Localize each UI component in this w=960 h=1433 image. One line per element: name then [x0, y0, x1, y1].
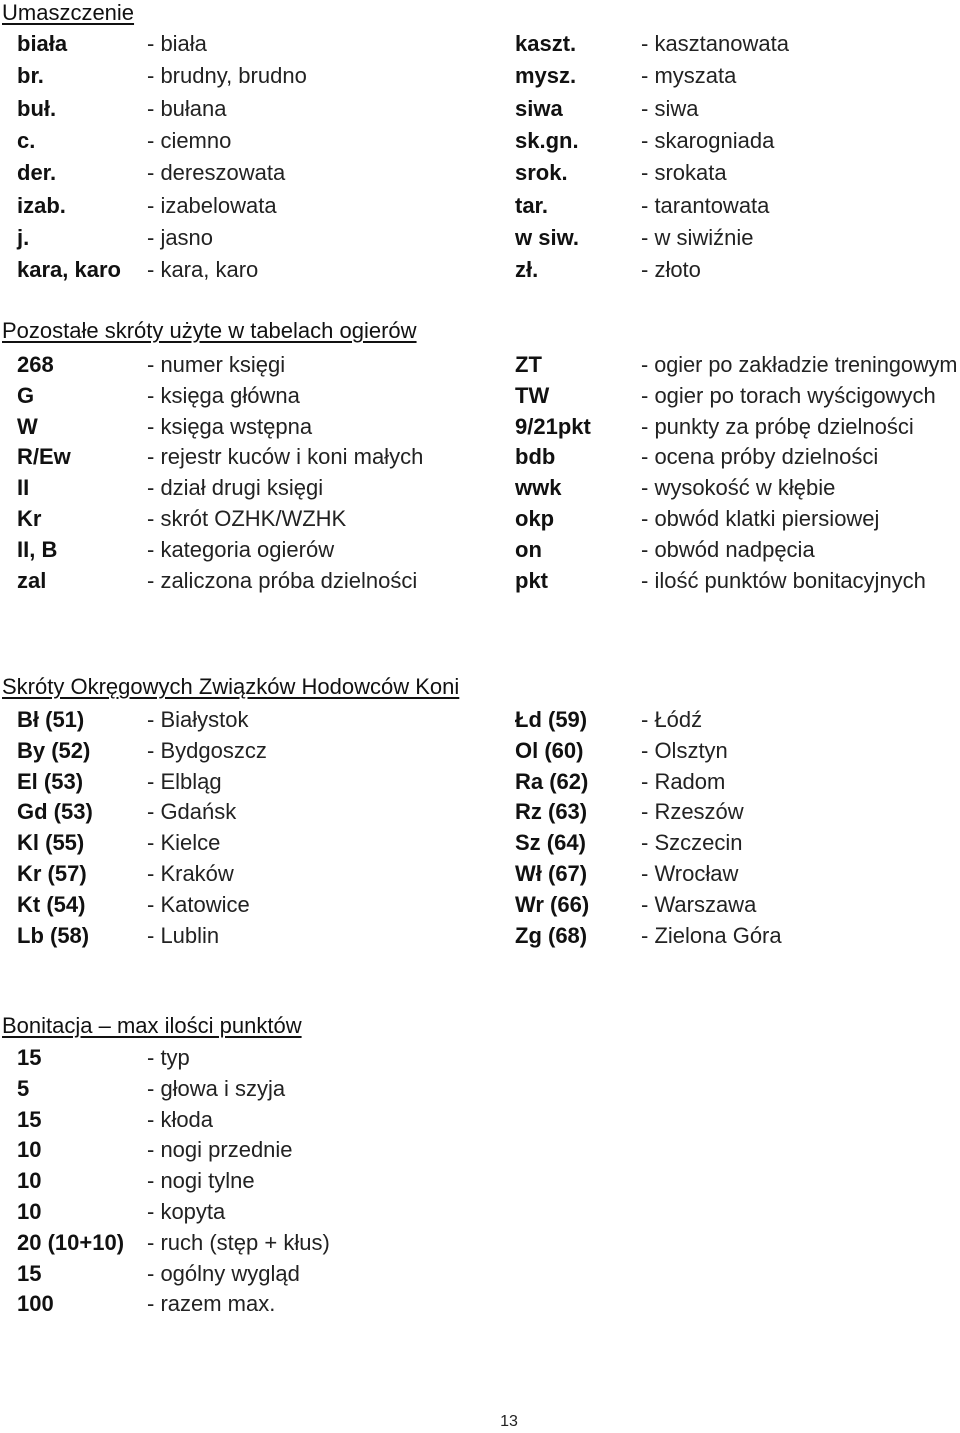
- abbreviation-code: G: [17, 382, 35, 408]
- abbreviation-code: 20 (10+10): [17, 1229, 125, 1255]
- abbreviation-code: Rz (63): [515, 799, 588, 825]
- abbreviation-meaning: - srokata: [641, 160, 727, 186]
- abbreviation-meaning: - Gdańsk: [147, 799, 237, 825]
- abbreviation-meaning: - księga główna: [147, 382, 300, 408]
- table-row: [0, 60, 960, 92]
- abbreviation-meaning: - typ: [147, 1045, 190, 1070]
- table-row: [0, 28, 960, 60]
- abbreviation-code: Kr (57): [17, 861, 87, 886]
- abbreviation-code: Gd (53): [17, 799, 93, 825]
- abbreviation-code: 10: [17, 1137, 42, 1163]
- abbreviation-meaning: - Kielce: [147, 830, 221, 856]
- abbreviation-meaning: - kopyta: [147, 1199, 226, 1224]
- abbreviation-meaning: - Wrocław: [641, 861, 739, 886]
- section-heading: Umaszczenie: [2, 0, 135, 25]
- abbreviation-meaning: - ruch (stęp + kłus): [147, 1229, 330, 1255]
- table-row: [0, 441, 960, 472]
- abbreviation-code: Wł (67): [515, 861, 588, 886]
- abbreviation-meaning: - punkty za próbę dzielności: [641, 413, 914, 439]
- abbreviation-code: Zg (68): [515, 922, 588, 948]
- table-row: [0, 858, 960, 889]
- abbreviation-code: ZT: [515, 352, 542, 377]
- table-row: [0, 1042, 960, 1073]
- table-row: [0, 1227, 960, 1258]
- table-row: [0, 472, 960, 503]
- abbreviation-code: j.: [17, 224, 30, 250]
- abbreviation-meaning: - kasztanowata: [641, 31, 789, 56]
- abbreviation-code: sk.gn.: [515, 127, 579, 153]
- table-row: [0, 1073, 960, 1104]
- table-row: [0, 1258, 960, 1289]
- abbreviation-meaning: - Bydgoszcz: [147, 737, 267, 763]
- abbreviation-meaning: - obwód klatki piersiowej: [641, 506, 880, 531]
- abbreviation-code: Sz (64): [515, 830, 586, 856]
- abbreviation-code: biała: [17, 31, 68, 56]
- table-row: [0, 190, 960, 222]
- abbreviation-meaning: - kłoda: [147, 1106, 214, 1132]
- abbreviation-code: kara, karo: [17, 257, 121, 283]
- abbreviation-meaning: - Kraków: [147, 861, 234, 886]
- abbreviation-meaning: - brudny, brudno: [147, 63, 307, 89]
- abbreviation-code: II, B: [17, 536, 58, 562]
- abbreviation-meaning: - złoto: [641, 257, 701, 283]
- abbreviation-code: der.: [17, 160, 57, 186]
- table-row: [0, 1165, 960, 1196]
- abbreviation-meaning: - jasno: [147, 224, 214, 250]
- abbreviation-code: Kl (55): [17, 830, 85, 856]
- abbreviation-code: II: [17, 475, 30, 501]
- section-heading: Bonitacja – max ilości punktów: [2, 1013, 302, 1038]
- abbreviation-code: c.: [17, 127, 36, 153]
- abbreviation-meaning: - ogólny wygląd: [147, 1260, 300, 1286]
- abbreviation-meaning: - Łódź: [641, 707, 703, 732]
- table-row: [0, 735, 960, 766]
- abbreviation-meaning: - Olsztyn: [641, 737, 728, 763]
- table-row: [0, 704, 960, 735]
- abbreviation-code: 268: [17, 352, 54, 377]
- abbreviation-meaning: - obwód nadpęcia: [641, 536, 815, 562]
- abbreviation-code: izab.: [17, 192, 66, 218]
- abbreviation-code: 100: [17, 1291, 54, 1317]
- abbreviation-code: siwa: [515, 95, 563, 121]
- abbreviation-meaning: - Szczecin: [641, 830, 743, 856]
- abbreviation-code: Bł (51): [17, 707, 85, 732]
- table-row: [0, 1196, 960, 1227]
- abbreviation-meaning: - tarantowata: [641, 192, 770, 218]
- table-row: [0, 565, 960, 596]
- table-row: [0, 920, 960, 951]
- abbreviation-code: okp: [515, 506, 555, 531]
- abbreviation-code: Wr (66): [515, 891, 590, 917]
- table-row: [0, 254, 960, 286]
- abbreviation-meaning: - ciemno: [147, 127, 232, 153]
- abbreviation-meaning: - nogi przednie: [147, 1137, 293, 1163]
- abbreviation-meaning: - głowa i szyja: [147, 1075, 286, 1101]
- section-heading: Pozostałe skróty użyte w tabelach ogierów: [2, 318, 417, 343]
- table-row: [0, 349, 960, 380]
- abbreviation-meaning: - bułana: [147, 95, 227, 121]
- abbreviation-code: buł.: [17, 95, 57, 121]
- table-row: [0, 796, 960, 827]
- table-row: [0, 125, 960, 157]
- abbreviation-code: Ol (60): [515, 737, 584, 763]
- table-row: [0, 93, 960, 125]
- abbreviation-meaning: - kategoria ogierów: [147, 536, 335, 562]
- abbreviation-meaning: - Radom: [641, 768, 726, 794]
- abbreviation-meaning: - księga wstępna: [147, 413, 313, 439]
- abbreviation-code: By (52): [17, 737, 91, 763]
- table-row: [0, 222, 960, 254]
- abbreviation-meaning: - dereszowata: [147, 160, 286, 186]
- abbreviation-code: on: [515, 536, 542, 562]
- abbreviation-code: bdb: [515, 444, 556, 470]
- abbreviation-meaning: - Zielona Góra: [641, 922, 782, 948]
- abbreviation-code: 15: [17, 1045, 42, 1070]
- abbreviation-code: br.: [17, 63, 44, 89]
- abbreviation-code: Lb (58): [17, 922, 90, 948]
- abbreviation-meaning: - Warszawa: [641, 891, 757, 917]
- section-heading: Skróty Okręgowych Związków Hodowców Koni: [2, 674, 460, 699]
- abbreviation-code: Kt (54): [17, 891, 86, 917]
- table-row: [0, 380, 960, 411]
- abbreviation-code: 9/21pkt: [515, 413, 591, 439]
- abbreviation-meaning: - izabelowata: [147, 192, 277, 218]
- abbreviation-code: 15: [17, 1106, 42, 1132]
- abbreviation-meaning: - Elbląg: [147, 768, 222, 794]
- abbreviation-code: El (53): [17, 768, 84, 794]
- abbreviation-code: 15: [17, 1260, 42, 1286]
- table-row: [0, 1134, 960, 1165]
- abbreviation-code: 5: [17, 1075, 30, 1101]
- abbreviation-meaning: - biała: [147, 31, 207, 56]
- table-row: [0, 534, 960, 565]
- abbreviation-meaning: - ocena próby dzielności: [641, 444, 879, 470]
- abbreviation-meaning: - numer księgi: [147, 352, 286, 377]
- abbreviation-meaning: - razem max.: [147, 1291, 276, 1317]
- table-row: [0, 1288, 960, 1319]
- abbreviation-meaning: - wysokość w kłębie: [641, 475, 836, 501]
- table-row: [0, 827, 960, 858]
- abbreviation-meaning: - w siwiźnie: [641, 224, 754, 250]
- abbreviation-code: Ra (62): [515, 768, 589, 794]
- abbreviation-meaning: - Katowice: [147, 891, 250, 917]
- abbreviation-meaning: - skrót OZHK/WZHK: [147, 506, 347, 531]
- abbreviation-meaning: - zaliczona próba dzielności: [147, 567, 418, 593]
- abbreviation-code: wwk: [515, 475, 562, 501]
- abbreviation-code: srok.: [515, 160, 568, 186]
- abbreviation-meaning: - dział drugi księgi: [147, 475, 324, 501]
- abbreviation-meaning: - nogi tylne: [147, 1168, 255, 1194]
- abbreviation-code: mysz.: [515, 63, 577, 89]
- abbreviation-meaning: - kara, karo: [147, 257, 259, 283]
- abbreviation-meaning: - Lublin: [147, 922, 220, 948]
- table-row: [0, 1104, 960, 1135]
- abbreviation-code: pkt: [515, 567, 548, 593]
- abbreviation-code: Kr: [17, 506, 42, 531]
- abbreviation-code: R/Ew: [17, 444, 71, 470]
- abbreviation-meaning: - siwa: [641, 95, 699, 121]
- table-row: [0, 411, 960, 442]
- abbreviation-meaning: - rejestr kuców i koni małych: [147, 444, 424, 470]
- abbreviation-code: zal: [17, 567, 47, 593]
- abbreviation-meaning: - skarogniada: [641, 127, 775, 153]
- abbreviation-meaning: - ogier po zakładzie treningowym: [641, 352, 958, 377]
- abbreviation-code: TW: [515, 382, 550, 408]
- table-row: [0, 503, 960, 534]
- abbreviation-meaning: - ilość punktów bonitacyjnych: [641, 567, 926, 593]
- abbreviation-code: W: [17, 413, 38, 439]
- table-row: [0, 889, 960, 920]
- abbreviation-meaning: - myszata: [641, 63, 737, 89]
- abbreviation-meaning: - ogier po torach wyścigowych: [641, 382, 936, 408]
- page-number: 13: [500, 1413, 518, 1430]
- table-row: [0, 766, 960, 797]
- abbreviation-meaning: - Białystok: [147, 707, 249, 732]
- abbreviation-code: 10: [17, 1199, 42, 1224]
- abbreviation-code: zł.: [515, 257, 539, 283]
- table-row: [0, 157, 960, 189]
- abbreviation-code: tar.: [515, 192, 549, 218]
- abbreviation-code: Łd (59): [515, 707, 588, 732]
- abbreviation-code: kaszt.: [515, 31, 577, 56]
- abbreviation-code: 10: [17, 1168, 42, 1194]
- abbreviation-meaning: - Rzeszów: [641, 799, 744, 825]
- abbreviation-code: w siw.: [515, 224, 579, 250]
